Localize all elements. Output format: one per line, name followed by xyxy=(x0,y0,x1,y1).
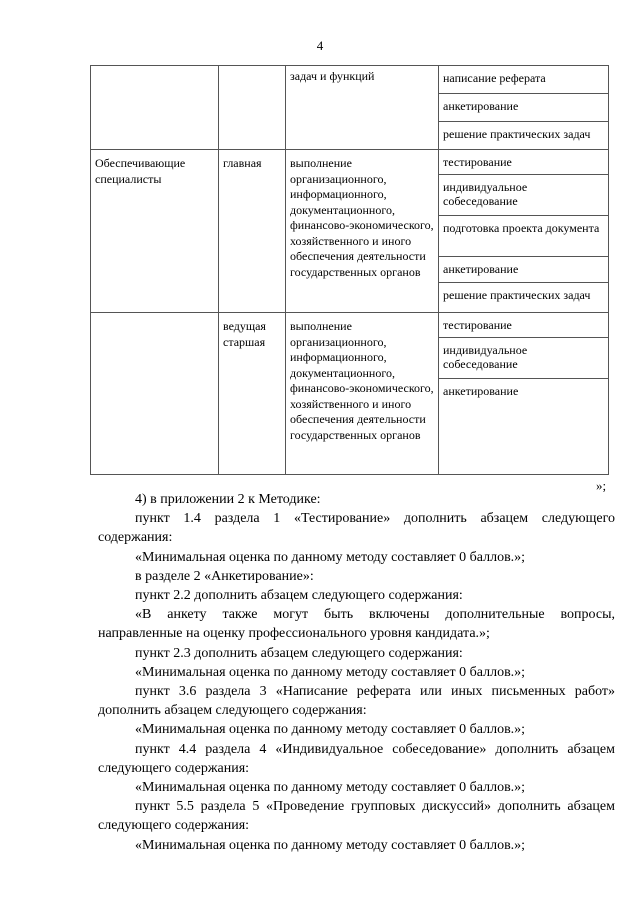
group-cell xyxy=(219,66,285,71)
methods-list xyxy=(439,313,608,404)
method-item: решение практических задач xyxy=(443,288,591,302)
table-row xyxy=(91,66,609,150)
paragraph: пункт 4.4 раздела 4 «Индивидуальное собеседование» дополнить абзацем следующего содержания: xyxy=(98,741,615,776)
method-item: индивидуальное собеседование xyxy=(439,338,608,379)
category-cell xyxy=(91,66,218,71)
description-cell: выполнение организационного, информационного, документационного, финансово-экономического, хозяйственного и иного обеспечения деятельности государственных органов xyxy=(290,319,434,442)
method-item: анкетирование xyxy=(439,257,608,283)
paragraph: пункт 1.4 раздела 1 «Тестирование» дополнить абзацем следующего содержания: xyxy=(98,511,615,546)
method-item: анкетирование xyxy=(443,384,519,398)
page-number: 4 xyxy=(316,38,324,53)
document-body xyxy=(98,490,615,855)
description-cell: выполнение организационного, информационного, документационного, финансово-экономического, хозяйственного и иного обеспечения деятельности государственных органов xyxy=(290,156,434,279)
method-item: тестирование xyxy=(439,150,608,175)
paragraph: пункт 2.2 дополнить абзацем следующего содержания: xyxy=(135,588,463,604)
method-item: анкетирование xyxy=(439,94,608,122)
method-item: индивидуальное собеседование xyxy=(439,175,608,216)
paragraph: пункт 2.3 дополнить абзацем следующего содержания: xyxy=(135,645,463,661)
paragraph: «В анкету также могут быть включены дополнительные вопросы, направленные на оценку профессионального уровня кандидата.»; xyxy=(98,607,615,642)
description-cell: задач и функций xyxy=(290,69,375,83)
table-row xyxy=(91,313,609,475)
methods-list xyxy=(439,66,608,149)
paragraph: «Минимальная оценка по данному методу составляет 0 баллов.»; xyxy=(135,549,526,565)
paragraph: «Минимальная оценка по данному методу составляет 0 баллов.»; xyxy=(135,780,526,796)
paragraph: «Минимальная оценка по данному методу составляет 0 баллов.»; xyxy=(135,837,526,853)
methods-list xyxy=(439,150,608,308)
group-cell: главная xyxy=(223,156,262,170)
table-row xyxy=(91,150,609,313)
paragraph: пункт 3.6 раздела 3 «Написание реферата или иных письменных работ» дополнить абзацем следующего содержания: xyxy=(98,684,615,719)
table-closing-quote: »; xyxy=(596,478,607,493)
method-item: подготовка проекта документа xyxy=(439,216,608,257)
paragraph: «Минимальная оценка по данному методу составляет 0 баллов.»; xyxy=(135,664,526,680)
paragraph: в разделе 2 «Анкетирование»: xyxy=(135,568,314,584)
method-item: решение практических задач xyxy=(443,127,591,141)
category-cell xyxy=(91,313,218,318)
paragraph: пункт 5.5 раздела 5 «Проведение групповых дискуссий» дополнить абзацем следующего содержания: xyxy=(98,799,615,834)
method-item: написание реферата xyxy=(439,66,608,94)
group-cell: ведущая старшая xyxy=(223,319,266,349)
method-item: тестирование xyxy=(439,313,608,338)
category-cell: Обеспечивающие специалисты xyxy=(95,156,186,186)
methods-table xyxy=(90,65,609,475)
paragraph: 4) в приложении 2 к Методике: xyxy=(135,492,321,507)
paragraph: «Минимальная оценка по данному методу составляет 0 баллов.»; xyxy=(135,722,526,738)
